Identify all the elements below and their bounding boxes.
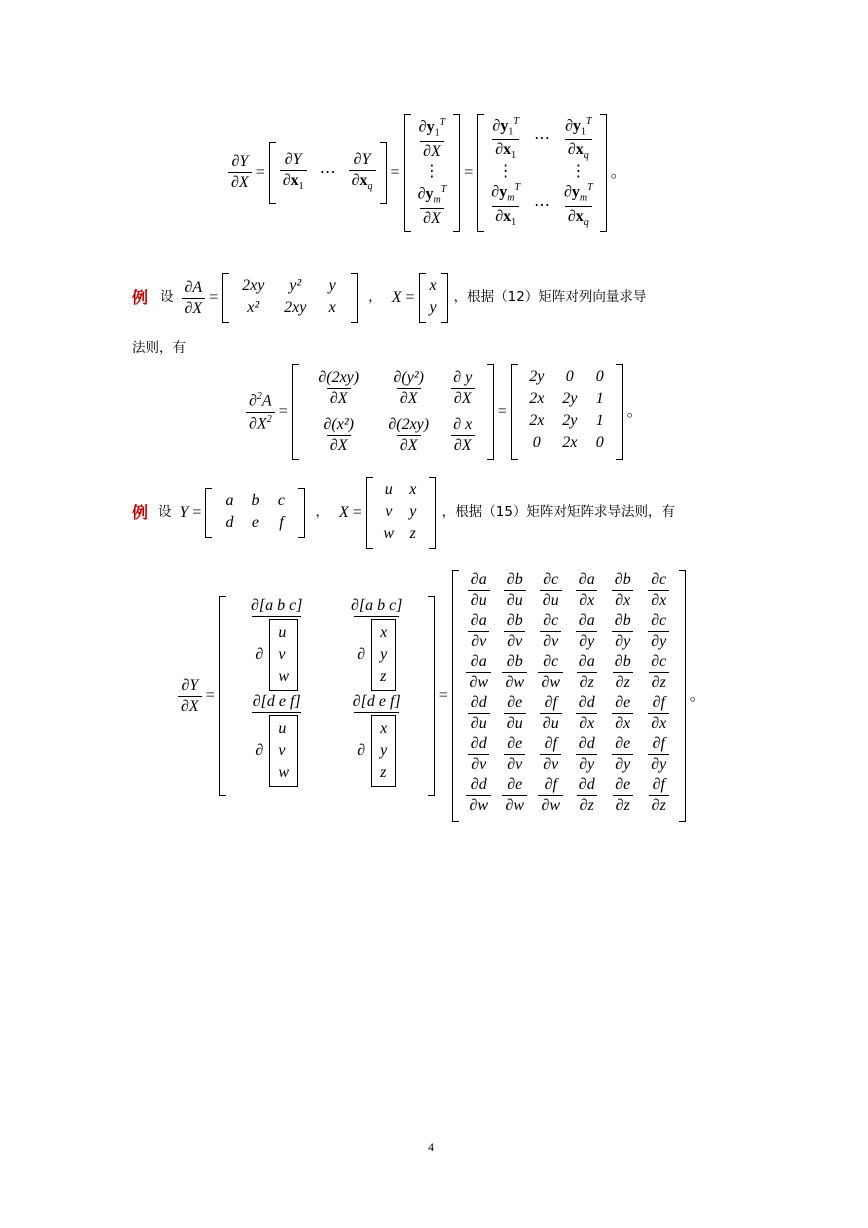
matrix-A-derivative: 2xy y² y x² 2xy x (222, 273, 358, 323)
partial-entry: $\frac{\partial b}{\partial x}$ (612, 572, 634, 609)
partial-entry: $\frac{\partial f}{\partial u}$ (540, 695, 562, 732)
full-jacobian-matrix: $\frac{\partial y_1^T}{\partial x_1}$ ⋯ $\frac{\partial y_1^T}{\partial x_q}$ ⋮ ⋮ $\frac{\partial y_m^T}{\partial x_1}$ ⋯ $\frac{\partial y_m^T}{\partial x_q}$ (477, 114, 606, 232)
block-entry: ∂[d e f] ∂ x y z (350, 694, 404, 787)
row-matrix-dY-dx: $\frac{\partial Y}{\partial x_1}$ ⋯ $\frac{\partial Y}{\partial x_q}$ (269, 142, 387, 204)
example-label: 例 (132, 503, 149, 522)
result-matrix: 2y 0 0 2x 2y 1 2x 2y 1 0 2x 0 (511, 364, 623, 460)
partial-entry: $\frac{\partial e}{\partial y}$ (612, 736, 633, 773)
block-entry: ∂[a b c] ∂ u v w (248, 598, 305, 691)
fraction-dY-dX: $\frac{\partial Y}{\partial X}$ (228, 154, 252, 191)
partial-entry: $\frac{\partial d}{\partial x}$ (576, 695, 598, 732)
partial-entry: $\frac{\partial e}{\partial w}$ (502, 777, 527, 814)
equation-dY-dX-block: $\frac{\partial Y}{\partial X}$ = $\frac{\partial Y}{\partial x_1}$ ⋯ $\frac{\partial Y}{\partial x_q}$ = $\frac{\partial y_1^T}{\partial X}$ ⋮ $\frac{\partial y_m^T}{\partial X}$ = $\frac{\partial y_1^T}{\partial x_1}$ ⋯ $\frac{\partial y_1^T}{\partial x_q}$ ⋮ ⋮ $\frac{\partial y_m^T}{\partial x_1}$ ⋯ $\frac{\partial y_m^T}{\partial x_q}$ 。 (228, 110, 631, 235)
block-partial-matrix (219, 596, 435, 796)
partial-entry: $\frac{\partial a}{\partial y}$ (576, 613, 598, 650)
partial-entry: $\frac{\partial c}{\partial u}$ (540, 572, 562, 609)
equation-second-derivative: $\frac{\partial^2A}{\partial X^2}$ = $\frac{\partial(2xy)}{\partial X}$ $\frac{\text{∂(y²)}}{\partial X}$ $\frac{\partial y}{\partial X}$ $\frac{\text{∂(x²)}}{\partial X}$ $\frac{\partial(2xy)}{\partial X}$ $\frac{\partial x}{\partial X}$ = 2y 0 0 2x 2y 1 2x 2y 1 0 2x 0 。 (246, 362, 647, 462)
partial-entry: $\frac{\partial f}{\partial z}$ (649, 777, 669, 814)
partial-matrix: $\frac{\partial(2xy)}{\partial X}$ $\frac{\text{∂(y²)}}{\partial X}$ $\frac{\partial y}{\partial X}$ $\frac{\text{∂(x²)}}{\partial X}$ $\frac{\partial(2xy)}{\partial X}$ $\frac{\partial x}{\partial X}$ (292, 364, 494, 460)
partial-entry: $\frac{\partial d}{\partial v}$ (468, 736, 490, 773)
partial-entry: $\frac{\partial e}{\partial u}$ (504, 695, 526, 732)
partial-entry: $\frac{\partial f}{\partial x}$ (648, 695, 669, 732)
partial-entry: $\frac{\partial e}{\partial v}$ (504, 736, 525, 773)
partial-entry: $\frac{\partial b}{\partial v}$ (504, 613, 526, 650)
partial-entry: $\frac{\partial c}{\partial w}$ (538, 654, 563, 691)
partial-entry: $\frac{\partial c}{\partial x}$ (648, 572, 669, 609)
matrix-X: u x v y w z (366, 477, 436, 549)
partial-entry: $\frac{\partial c}{\partial z}$ (648, 654, 669, 691)
partial-entry: $\frac{\partial a}{\partial z}$ (576, 654, 598, 691)
partial-entry: $\frac{\partial f}{\partial y}$ (648, 736, 669, 773)
matrix-Y: a b c d e f (205, 488, 305, 538)
partial-entry: $\frac{\partial d}{\partial y}$ (576, 736, 598, 773)
partial-entry: $\frac{\partial e}{\partial x}$ (612, 695, 633, 732)
partial-entry: $\frac{\partial a}{\partial w}$ (466, 654, 491, 691)
partial-entry: $\frac{\partial b}{\partial y}$ (612, 613, 634, 650)
partial-entry: $\frac{\partial d}{\partial u}$ (468, 695, 490, 732)
partial-entry: $\frac{\partial f}{\partial v}$ (540, 736, 561, 773)
partial-entry: $\frac{\partial d}{\partial z}$ (576, 777, 598, 814)
equation-matrix-by-matrix: $\frac{\partial Y}{\partial X}$ = ∂[a b c] ∂ u v w ∂[a b c] ∂ x y z ∂[d e f] ∂ u v w ∂[d e f] ∂ x y z = $\frac{\partial a}{\partial u}$ $\frac{\partial b}{\partial u}$ $\frac{\partial c}{\partial u}$ $\frac{\partial a}{\partial x}$ $\frac{\partial b}{\partial x}$ $\frac{\partial c}{\partial x}$ $\frac{\partial a}{\partial v}$ $\frac{\partial b}{\partial v}$ $\frac{\partial c}{\partial v}$ $\frac{\partial a}{\partial y}$ $\frac{\partial b}{\partial y}$ $\frac{\partial c}{\partial y}$ $\frac{\partial a}{\partial w}$ $\frac{\partial b}{\partial w}$ $\frac{\partial c}{\partial w}$ $\frac{\partial a}{\partial z}$ $\frac{\partial b}{\partial z}$ $\frac{\partial c}{\partial z}$ $\frac{\partial d}{\partial u}$ $\frac{\partial e}{\partial u}$ $\frac{\partial f}{\partial u}$ $\frac{\partial d}{\partial x}$ $\frac{\partial e}{\partial x}$ $\frac{\partial f}{\partial x}$ $\frac{\partial d}{\partial v}$ $\frac{\partial e}{\partial v}$ $\frac{\partial f}{\partial v}$ $\frac{\partial d}{\partial y}$ $\frac{\partial e}{\partial y}$ $\frac{\partial f}{\partial y}$ $\frac{\partial d}{\partial w}$ $\frac{\partial e}{\partial w}$ $\frac{\partial f}{\partial w}$ $\frac{\partial d}{\partial z}$ $\frac{\partial e}{\partial z}$ $\frac{\partial f}{\partial z}$ 。 (178, 568, 710, 824)
partial-entry: $\frac{\partial b}{\partial u}$ (504, 572, 526, 609)
example1-statement: 例 设 $\frac{\partial A}{\partial X}$ = 2xy y² y x² 2xy x ， X = x y ，根据（12）矩阵对列向量求导 (132, 272, 646, 324)
column-matrix-dy-dX: $\frac{\partial y_1^T}{\partial X}$ ⋮ $\frac{\partial y_m^T}{\partial X}$ (404, 114, 461, 232)
partial-entry: $\frac{\partial a}{\partial v}$ (468, 613, 490, 650)
example1-line2: 法则，有 (132, 340, 186, 356)
partial-entry: $\frac{\partial d}{\partial w}$ (466, 777, 491, 814)
partial-entry: $\frac{\partial b}{\partial z}$ (612, 654, 634, 691)
expanded-partial-matrix (452, 570, 686, 822)
vector-X: x y (419, 273, 448, 323)
partial-entry: $\frac{\partial c}{\partial y}$ (648, 613, 669, 650)
partial-entry: $\frac{\partial c}{\partial v}$ (540, 613, 561, 650)
partial-entry: $\frac{\partial f}{\partial w}$ (538, 777, 563, 814)
partial-entry: $\frac{\partial a}{\partial u}$ (468, 572, 490, 609)
partial-entry: $\frac{\partial e}{\partial z}$ (612, 777, 633, 814)
page-number: 4 (428, 1140, 434, 1154)
block-entry: ∂[a b c] ∂ x y z (348, 598, 405, 691)
example-label: 例 (132, 288, 149, 307)
partial-entry: $\frac{\partial b}{\partial w}$ (502, 654, 527, 691)
example2-statement: 例 设 Y = a b c d e f ， X = u x v y w z ，根据（15）矩阵对矩阵求导法则，有 (132, 476, 675, 550)
partial-entry: $\frac{\partial a}{\partial x}$ (576, 572, 598, 609)
block-entry: ∂[d e f] ∂ u v w (250, 694, 304, 787)
